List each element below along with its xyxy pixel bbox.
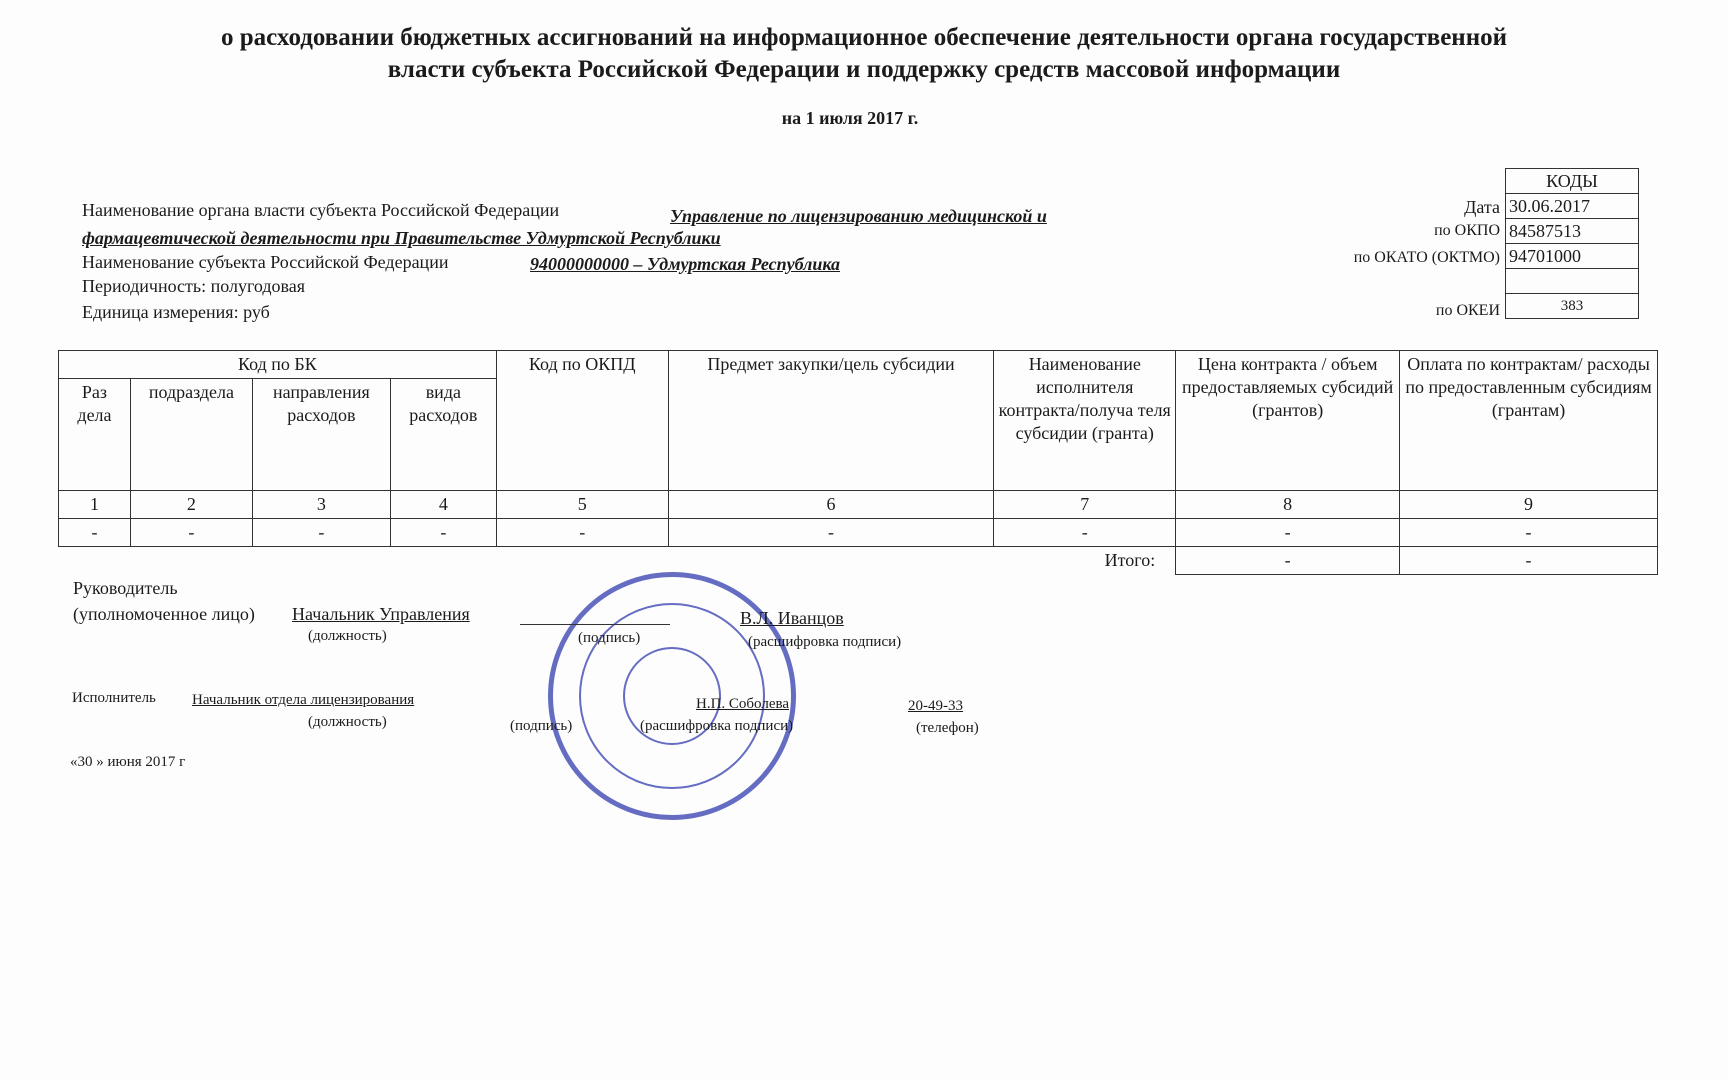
head-label-2: (уполномоченное лицо) <box>73 604 255 624</box>
subject-value: 94000000000 – Удмуртская Республика <box>530 254 841 274</box>
expenditure-table <box>58 350 1658 575</box>
code-okpo-label: по ОКПО <box>1434 222 1500 239</box>
total-cell: - <box>1176 547 1400 575</box>
org-value-2: фармацевтической деятельности при Правительстве Удмуртской Республики <box>82 228 721 248</box>
col-2-header: подраздела <box>130 379 252 491</box>
decode-caption: (расшифровка подписи) <box>748 634 902 650</box>
table-cell: - <box>668 519 994 547</box>
col-8-header: Цена контракта / объем предоставляемых субсидий (грантов) <box>1176 351 1400 491</box>
title-line-2: власти субъекта Российской Федерации и поддержку средств массовой информации <box>387 56 1341 83</box>
code-date-label: Дата <box>1464 197 1500 217</box>
col-number: 8 <box>1176 491 1400 519</box>
table-cell: - <box>130 519 252 547</box>
table-cell: - <box>59 519 131 547</box>
phone-caption: (телефон) <box>916 720 979 736</box>
executor-label: Исполнитель <box>72 690 156 706</box>
code-okpo-value: 84587513 <box>1506 219 1639 244</box>
head-name: В.Л. Иванцов <box>740 608 844 628</box>
col-7-header: Наименование исполнителя контракта/получа теля субсидии (гранта) <box>994 351 1176 491</box>
executor-decode-caption: (расшифровка подписи) <box>640 718 794 734</box>
org-label: Наименование органа власти субъекта Российской Федерации <box>82 200 560 220</box>
executor-signature-caption: (подпись) <box>510 718 573 734</box>
document-title <box>0 22 1728 86</box>
subject-label: Наименование субъекта Российской Федерации <box>82 252 449 272</box>
table-cell: - <box>496 519 668 547</box>
code-date-value: 30.06.2017 <box>1506 194 1639 219</box>
signature-line <box>520 624 670 625</box>
col-3-header: направления расходов <box>252 379 390 491</box>
total-cell: - <box>1400 547 1658 575</box>
code-blank-value <box>1506 269 1639 294</box>
col-number: 3 <box>252 491 390 519</box>
head-position: Начальник Управления <box>292 604 470 624</box>
executor-phone: 20-49-33 <box>908 698 963 714</box>
col-6-header: Предмет закупки/цель субсидии <box>668 351 994 491</box>
table-cell: - <box>390 519 496 547</box>
org-value-1: Управление по лицензированию медицинской и <box>670 206 1047 226</box>
signature-caption: (подпись) <box>578 630 641 646</box>
report-date: на 1 июля 2017 г. <box>781 108 919 128</box>
code-okato-value: 94701000 <box>1506 244 1639 269</box>
table-cell: - <box>1176 519 1400 547</box>
col-5-header: Код по ОКПД <box>496 351 668 491</box>
code-okato-label: по ОКАТО (ОКТМО) <box>1353 249 1500 266</box>
col-number: 7 <box>994 491 1176 519</box>
col-number: 6 <box>668 491 994 519</box>
table-cell: - <box>1400 519 1658 547</box>
col-number: 1 <box>59 491 131 519</box>
col-number: 9 <box>1400 491 1658 519</box>
head-label-1: Руководитель <box>73 578 178 598</box>
executor-position-caption: (должность) <box>308 714 387 730</box>
position-caption: (должность) <box>308 628 387 644</box>
table-cell: - <box>994 519 1176 547</box>
executor-position: Начальник отдела лицензирования <box>192 692 415 708</box>
codes-header: КОДЫ <box>1506 169 1639 194</box>
col-1-header: Раз дела <box>59 379 131 491</box>
col-number: 4 <box>390 491 496 519</box>
unit: Единица измерения: руб <box>82 302 270 322</box>
col-4-header: вида расходов <box>390 379 496 491</box>
codes-table <box>1505 168 1639 319</box>
table-cell: - <box>252 519 390 547</box>
col-number: 2 <box>130 491 252 519</box>
title-line-1: о расходовании бюджетных ассигнований на информационное обеспечение деятельности органа государственной <box>221 24 1507 51</box>
executor-name: Н.П. Соболева <box>696 696 790 712</box>
col-9-header: Оплата по контрактам/ расходы по предоставленным субсидиям (грантам) <box>1400 351 1658 491</box>
code-okei-value: 383 <box>1506 294 1639 319</box>
total-label: Итого: <box>1104 550 1156 570</box>
code-okei-label: по ОКЕИ <box>1435 302 1500 319</box>
periodicity: Периодичность: полугодовая <box>82 276 306 296</box>
signature-date: «30 » июня 2017 г <box>70 754 186 770</box>
col-number: 5 <box>496 491 668 519</box>
bk-group-header: Код по БК <box>59 351 497 379</box>
